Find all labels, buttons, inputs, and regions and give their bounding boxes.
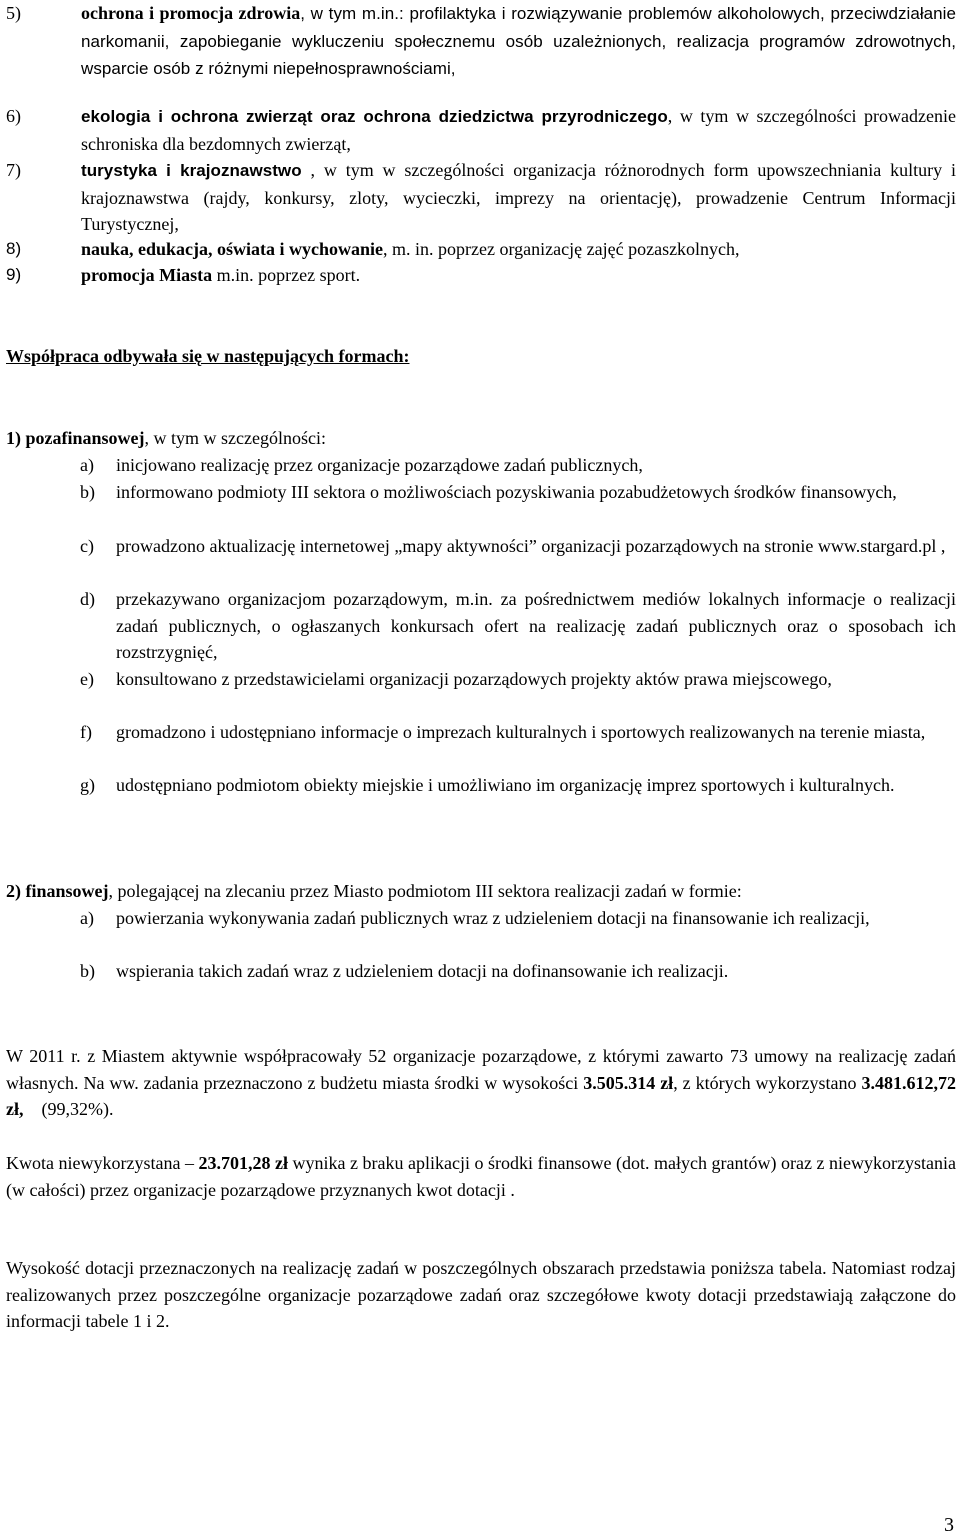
unused-label: Kwota niewykorzystana –: [6, 1153, 199, 1173]
summary-text-2: , z których wykorzystano: [673, 1072, 862, 1093]
unused-text: wynika z braku aplikacji o środki finansowe (dot. małych grantów) oraz z niewykorzystania (w całości) przez organizacje pozarządowe przyznanych kwot dotacji .: [6, 1153, 956, 1200]
list-rest: , m. in. poprzez organizację zajęć pozaszkolnych,: [383, 239, 740, 259]
list-bold: ochrona i promocja zdrowia: [81, 3, 301, 23]
list-number: 9): [6, 265, 22, 284]
paragraph-table-note: Wysokość dotacji przeznaczonych na realizację zadań w poszczególnych obszarach przedstawia poniższa tabela. Natomiast rodzaj realizowanych przez poszczególne organizacje pozarządowe zadań oraz szczegółowe kwoty dotacji przedstawiają załączone do informacji tabele 1 i 2.: [6, 1258, 956, 1331]
list-bold: promocja Miasta: [81, 265, 213, 285]
list-rest: , w tym w szczególności prowadzenie schroniska dla bezdomnych zwierząt,: [81, 106, 956, 154]
subitem-text: wspierania takich zadań wraz z udzieleniem dotacji na dofinansowanie ich realizacji.: [116, 961, 729, 981]
subitem-letter: d): [80, 589, 95, 609]
page-number: 3: [944, 1514, 954, 1536]
subitem-text: powierzania wykonywania zadań publicznych wraz z udzieleniem dotacji na finansowanie ich realizacji,: [116, 908, 870, 928]
list-item-7: [6, 157, 956, 238]
list-text: [81, 103, 956, 157]
pozafinansowa-intro: [6, 425, 956, 452]
amount-planned: 3.505.314 zł: [583, 1072, 674, 1093]
subitem-c: [80, 533, 956, 560]
subitem-g: [80, 772, 956, 799]
subitem-f: [80, 719, 956, 746]
subitem-text: konsultowano z przedstawicielami organizacji pozarządowych projekty aktów prawa miejscowego,: [116, 669, 832, 689]
subitem-text: gromadzono i udostępniano informacje o imprezach kulturalnych i sportowych realizowanych na terenie miasta,: [116, 722, 926, 742]
list-item-9: [6, 262, 956, 289]
subitem-text: informowano podmioty III sektora o możliwościach pozyskiwania pozabudżetowych środków finansowych,: [116, 482, 897, 502]
subitem-e: [80, 666, 956, 693]
pozafinansowa-rest: , w tym w szczególności:: [144, 428, 326, 448]
list-number: 8): [6, 239, 22, 258]
finansowa-rest: , polegającej na zlecaniu przez Miasto podmiotom III sektora realizacji zadań w formie:: [108, 881, 742, 901]
subitem-a: [80, 452, 956, 479]
list-text: [81, 262, 956, 289]
pozafinansowa-number: 1): [6, 428, 21, 448]
subitem-letter: e): [80, 669, 94, 689]
finansowa-number: 2): [6, 881, 21, 901]
finansowa-subitem-a: [80, 905, 956, 932]
subitem-letter: b): [80, 961, 95, 981]
section-heading: Współpraca odbywała się w następujących formach:: [6, 346, 410, 366]
paragraph-summary: [6, 1043, 956, 1123]
amount-unused: 23.701,28 zł: [198, 1153, 289, 1173]
list-bold: turystyka i krajoznawstwo: [81, 161, 302, 180]
finansowa-intro: [6, 878, 956, 905]
subitem-letter: a): [80, 908, 94, 928]
finansowa-bold: finansowej: [25, 881, 109, 901]
subitem-text: prowadzono aktualizację internetowej „mapy aktywności” organizacji pozarządowych na stronie www.stargard.pl ,: [116, 536, 946, 556]
list-number: 7): [6, 160, 21, 180]
list-text: [81, 236, 956, 263]
subitem-text: inicjowano realizację przez organizacje pozarządowe zadań publicznych,: [116, 455, 643, 475]
list-text: [81, 0, 956, 83]
subitem-b: [80, 479, 956, 506]
list-item-6: [6, 103, 956, 157]
subitem-d: [80, 586, 956, 666]
subitem-letter: g): [80, 775, 95, 795]
subitem-letter: a): [80, 455, 94, 475]
list-bold: ekologia i ochrona zwierząt oraz ochrona dziedzictwa przyrodniczego: [81, 107, 668, 126]
subitem-text: przekazywano organizacjom pozarządowym, m.in. za pośrednictwem mediów lokalnych informacje o realizacji zadań publicznych, o ogłaszanych konkursach ofert na realizację zadań publicznych oraz o sposobach ich rozstrzygnięć,: [116, 589, 956, 662]
list-text: [81, 157, 956, 238]
paragraph-unused: [6, 1150, 956, 1203]
summary-text: W 2011 r. z Miastem aktywnie współpracowały 52 organizacje pozarządowe, z którymi zawarto 73 umowy na realizację zadań własnych. Na ww. zadania przeznaczono z budżetu miasta środki w wysokości: [6, 1046, 956, 1093]
list-bold: nauka, edukacja, oświata i wychowanie: [81, 239, 384, 259]
pozafinansowa-bold: pozafinansowej: [25, 428, 145, 448]
list-rest: , w tym m.in.: profilaktyka i rozwiązywanie problemów alkoholowych, przeciwdziałanie narkomanii, zapobieganie wykluczeniu społecznemu osób uzależnionych, realizacja programów zdrowotnych, wsparcie osób z różnymi niepełnosprawnościami,: [81, 4, 956, 78]
list-number: 6): [6, 106, 21, 126]
list-item-8: [6, 236, 956, 263]
list-item-5: [6, 0, 956, 83]
subitem-letter: b): [80, 482, 95, 502]
finansowa-subitem-b: [80, 958, 956, 985]
subitem-letter: f): [80, 722, 92, 742]
subitem-text: udostępniano podmiotom obiekty miejskie i umożliwiano im organizację imprez sportowych i kulturalnych.: [116, 775, 895, 795]
subitem-letter: c): [80, 536, 94, 556]
list-rest: m.in. poprzez sport.: [212, 265, 361, 285]
percent-used: (99,32%).: [23, 1099, 114, 1119]
amount-used: 3.481.612,72 zł,: [6, 1072, 956, 1119]
list-number: 5): [6, 3, 21, 23]
list-rest: , w tym w szczególności organizacja różnorodnych form upowszechniania kultury i krajoznawstwa (rajdy, konkursy, zloty, wycieczki, imprezy na orientację), prowadzenie Centrum Informacji Turystycznej,: [81, 160, 956, 234]
